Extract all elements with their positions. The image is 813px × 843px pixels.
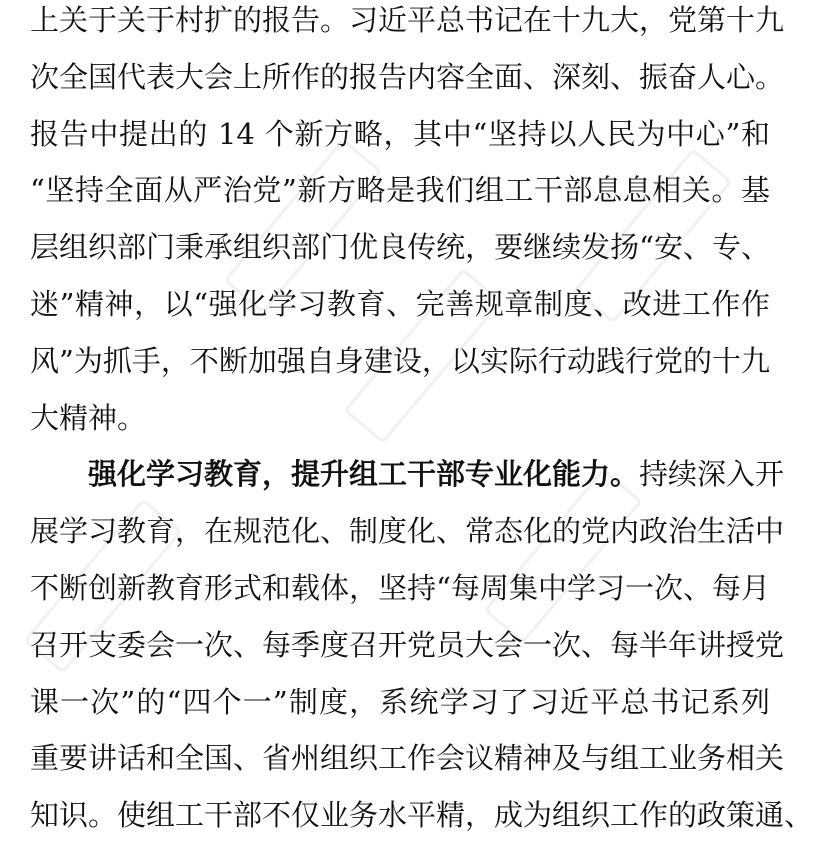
body-text: 课一次”的“四个一”制度，系统学习了习近平总书记系列 (30, 684, 770, 719)
text-line (30, 276, 770, 332)
body-text: 层组织部门秉承组织部门优良传统，要继续发扬“安、专、 (30, 230, 770, 265)
text-line (30, 446, 785, 502)
body-text: “坚持全面从严治党”新方略是我们组工干部息息相关。基 (30, 173, 770, 208)
body-text: 次全国代表大会上所作的报告内容全面、深刻、振奋人心。 (30, 59, 785, 94)
body-text: 展学习教育，在规范化、制度化、常态化的党内政治生活中 (30, 514, 785, 549)
body-text: 召开支委会一次、每季度召开党员大会一次、每半年讲授党 (30, 627, 785, 662)
text-line (30, 49, 785, 105)
text-line (30, 674, 770, 730)
body-text: 大精神。 (30, 400, 147, 435)
body-text: 报告中提出的 14 个新方略，其中“坚持以人民为中心”和 (30, 116, 770, 151)
text-line (30, 730, 785, 786)
text-line (30, 617, 785, 673)
text-line (30, 0, 785, 48)
body-text: 上关于关于村扩的报告。习近平总书记在十九大，党第十九 (30, 3, 785, 37)
text-line (30, 787, 813, 843)
body-text: 风”为抓手，不断加强自身建设，以实际行动践行党的十九 (30, 343, 770, 378)
text-line (30, 219, 770, 275)
body-text: 重要讲话和全国、省州组织工作会议精神及与组工业务相关 (30, 741, 785, 776)
body-text: 持续深入开 (639, 457, 785, 492)
body-text: 迷”精神，以“强化学习教育、完善规章制度、改进工作作 (30, 287, 770, 321)
body-text: 知识。使组工干部不仅业务水平精，成为组织工作的政策通、 (30, 798, 813, 833)
text-line (30, 560, 770, 616)
text-line (30, 162, 770, 218)
text-line (30, 390, 770, 446)
text-line (30, 106, 770, 162)
body-text: 不断创新教育形式和载体，坚持“每周集中学习一次、每月 (30, 571, 770, 605)
text-line (30, 333, 770, 389)
text-line (30, 503, 785, 559)
bold-heading-text: 强化学习教育，提升组工干部专业化能力。 (88, 457, 640, 492)
